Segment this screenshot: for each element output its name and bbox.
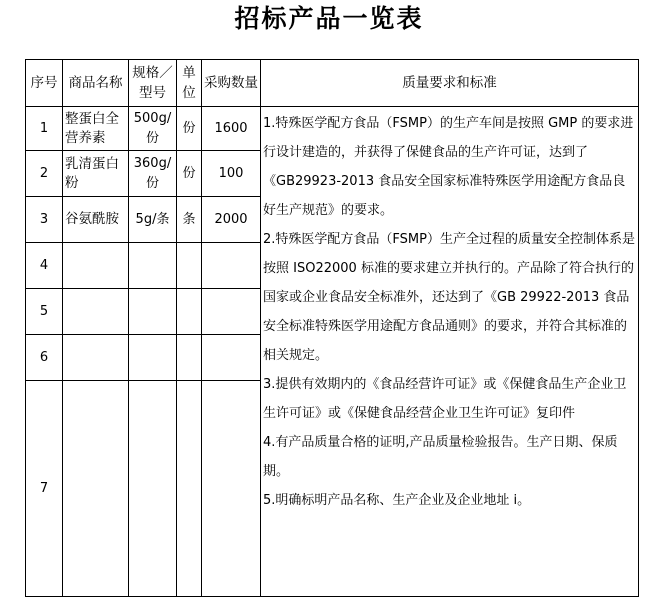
quality-requirements (261, 107, 639, 597)
row-unit (177, 381, 202, 597)
quality-item: 5.明确标明产品名称、生产企业及企业地址 i。 (263, 493, 531, 508)
product-table (25, 59, 639, 597)
row-qty: 1600 (202, 107, 261, 151)
row-unit (177, 289, 202, 335)
row-spec: 5g/条 (129, 197, 177, 243)
row-no: 2 (26, 151, 63, 197)
row-spec (129, 335, 177, 381)
row-spec (129, 381, 177, 597)
header-no: 序号 (26, 60, 63, 107)
row-name: 谷氨酰胺 (63, 197, 129, 243)
row-qty (202, 381, 261, 597)
quality-item: 3.提供有效期内的《食品经营许可证》或《保健食品生产企业卫生许可证》或《保健食品经营企业卫生许可证》复印件 (263, 377, 627, 421)
quality-item: 2.特殊医学配方食品（FSMP）生产全过程的质量安全控制体系是按照 ISO22000 标准的要求建立并执行的。产品除了符合执行的国家或企业食品安全标准外，还达到了《GB 29922-2013 食品安全标准特殊医学用途配方食品通则》的要求，并符合其标准的相关规定。 (263, 232, 635, 363)
row-qty (202, 335, 261, 381)
row-spec: 360g/份 (129, 151, 177, 197)
row-unit: 份 (177, 151, 202, 197)
row-spec (129, 243, 177, 289)
row-spec (129, 289, 177, 335)
row-no: 1 (26, 107, 63, 151)
row-name (63, 289, 129, 335)
row-qty: 2000 (202, 197, 261, 243)
row-no: 5 (26, 289, 63, 335)
row-no: 7 (26, 381, 63, 597)
row-spec: 500g/份 (129, 107, 177, 151)
header-quality: 质量要求和标准 (261, 60, 639, 107)
table-row (26, 107, 639, 151)
row-unit: 份 (177, 107, 202, 151)
row-name (63, 243, 129, 289)
row-qty (202, 243, 261, 289)
header-unit: 单位 (177, 60, 202, 107)
row-unit (177, 243, 202, 289)
row-no: 3 (26, 197, 63, 243)
header-row (26, 60, 639, 107)
header-spec: 规格／型号 (129, 60, 177, 107)
row-unit (177, 335, 202, 381)
quality-item: 1.特殊医学配方食品（FSMP）的生产车间是按照 GMP 的要求进行设计建造的，并获得了保健食品的生产许可证，达到了《GB29923-2013 食品安全国家标准特殊医学用途配方食品良好生产规范》的要求。 (263, 116, 634, 218)
row-name: 整蛋白全营养素 (63, 107, 129, 151)
row-name (63, 335, 129, 381)
row-name (63, 381, 129, 597)
row-no: 4 (26, 243, 63, 289)
header-qty: 采购数量 (202, 60, 261, 107)
row-name: 乳清蛋白粉 (63, 151, 129, 197)
row-qty (202, 289, 261, 335)
quality-item: 4.有产品质量合格的证明,产品质量检验报告。生产日期、保质期。 (263, 435, 618, 479)
header-name: 商品名称 (63, 60, 129, 107)
row-no: 6 (26, 335, 63, 381)
row-unit: 条 (177, 197, 202, 243)
page-title: 招标产品一览表 (234, 4, 424, 33)
row-qty: 100 (202, 151, 261, 197)
